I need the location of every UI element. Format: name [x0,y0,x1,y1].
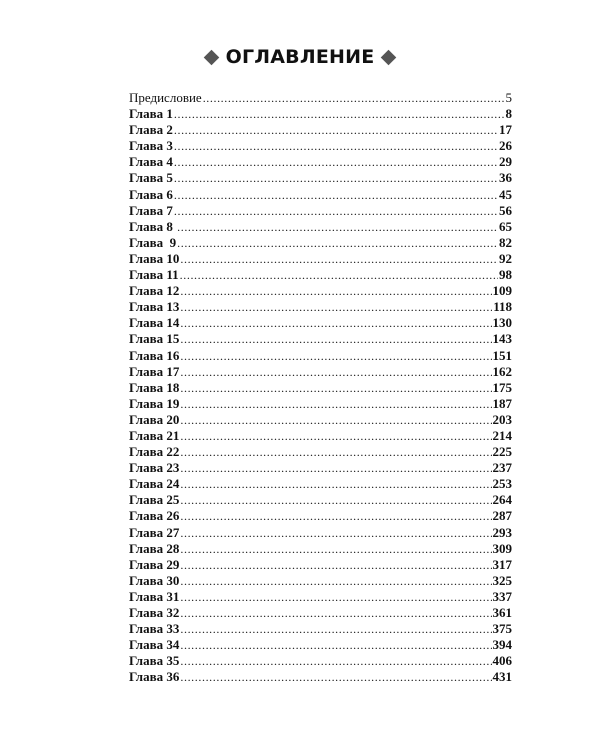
toc-entry [129,283,512,299]
toc-leader-dots [180,283,491,299]
toc-entry [129,154,512,170]
toc-entry [129,251,512,267]
toc-leader-dots [180,331,491,347]
toc-entry-page-number: 237 [492,460,512,476]
toc-entry [129,364,512,380]
toc-entry-label: Глава 4 [129,154,173,170]
toc-leader-dots [174,154,498,170]
toc-entry [129,170,512,186]
toc-leader-dots [180,525,491,541]
toc-leader-dots [174,138,498,154]
toc-entry [129,525,512,541]
toc-entry-label: Глава 8 [129,218,177,234]
toc-entry-label: Глава 21 [129,427,180,443]
toc-entry [129,348,512,364]
toc-entry [129,557,512,573]
toc-entry-page-number: 118 [493,299,512,315]
diamond-icon [381,49,397,65]
toc-entry-label: Глава 24 [129,476,180,492]
toc-leader-dots [180,637,491,653]
toc-entry-label: Глава 3 [129,138,173,154]
toc-entry-page-number: 5 [505,90,512,105]
toc-entry-label: Глава 35 [129,653,180,669]
title-row [0,44,600,70]
toc-entry-page-number: 130 [492,315,512,331]
toc-entry-page-number: 65 [499,218,512,234]
toc-entry-label: Глава 7 [129,202,173,218]
page-title: ОГЛАВЛЕНИЕ [225,46,375,68]
toc-entry-label: Глава 25 [129,492,180,508]
toc-entry-label: Глава 12 [129,283,180,299]
toc-leader-dots [180,508,491,524]
toc-entry-label: Глава 29 [129,556,180,572]
toc-leader-dots [180,251,498,267]
toc-entry [129,219,512,235]
toc-entry-page-number: 361 [492,605,512,620]
toc-entry [129,653,512,669]
toc-entry-label: Глава 2 [129,122,173,138]
toc-entry [129,396,512,412]
toc-entry-label: Глава 14 [129,315,180,331]
toc-leader-dots [180,541,491,557]
toc-leader-dots [180,428,491,444]
toc-entry-page-number: 26 [499,138,512,154]
toc-leader-dots [174,106,505,122]
toc-entry [129,106,512,122]
toc-entry-label: Глава 27 [129,524,180,540]
toc-entry [129,235,512,251]
toc-leader-dots [203,90,505,106]
toc-entry-page-number: 431 [492,669,512,685]
toc-entry-label: Глава 15 [129,331,180,347]
toc-entry-page-number: 309 [492,540,512,556]
toc-entry-page-number: 143 [492,331,512,347]
toc-entry [129,90,512,106]
toc-leader-dots [180,444,491,460]
toc-entry-label: Глава 6 [129,186,173,202]
toc-entry-label: Глава 31 [129,588,180,604]
toc-leader-dots [180,348,491,364]
toc-entry-page-number: 82 [499,234,512,250]
toc-entry [129,203,512,219]
toc-entry-page-number: 203 [492,411,512,427]
toc-entry [129,444,512,460]
toc-entry-label: Глава 13 [129,299,180,315]
toc-entry-page-number: 162 [492,363,512,379]
toc-entry-label: Глава 1 [129,106,173,122]
toc-leader-dots [180,589,491,605]
toc-entry-label: Глава 34 [129,637,180,653]
toc-leader-dots [180,460,491,476]
toc-entry [129,299,512,315]
toc-entry-page-number: 92 [499,250,512,266]
toc-entry [129,476,512,492]
toc-entry [129,412,512,428]
toc-leader-dots [180,557,491,573]
toc-entry-label: Глава 33 [129,621,180,637]
toc-leader-dots [180,364,491,380]
toc-entry-label: Глава 19 [129,395,180,411]
toc-leader-dots [177,235,498,251]
toc-entry-page-number: 406 [492,653,512,669]
toc-entry-page-number: 337 [492,588,512,604]
toc-entry-page-number: 287 [492,508,512,524]
toc-entry [129,621,512,637]
toc-entry-page-number: 214 [492,427,512,443]
toc-entry [129,508,512,524]
toc-entry-label: Глава 10 [129,250,180,266]
toc-leader-dots [180,573,491,589]
toc-entry [129,267,512,283]
toc-entry [129,589,512,605]
toc-entry-label: Глава 26 [129,508,180,524]
toc-entry-label: Глава 30 [129,572,180,588]
toc-leader-dots [180,299,492,315]
toc-entry-page-number: 56 [499,202,512,218]
toc-entry [129,460,512,476]
toc-entry [129,315,512,331]
toc-entry [129,492,512,508]
toc-entry-label: Глава 16 [129,347,180,363]
toc-entry-page-number: 394 [492,637,512,653]
toc-leader-dots [180,267,498,283]
toc-entry-page-number: 151 [492,347,512,363]
toc-entry-label: Глава 28 [129,540,180,556]
toc-entry-page-number: 225 [492,444,512,460]
toc-leader-dots [180,315,491,331]
toc-leader-dots [180,396,491,412]
toc-leader-dots [180,380,491,396]
toc-entry-label: Глава 36 [129,669,180,685]
toc-leader-dots [180,621,491,637]
toc-entry [129,187,512,203]
toc-entry-label: Глава 18 [129,379,180,395]
toc-entry-label: Глава 9 [129,234,177,250]
toc-leader-dots [180,476,491,492]
toc-entry-page-number: 253 [492,476,512,492]
toc-entry [129,541,512,557]
toc-leader-dots [180,412,491,428]
toc-entry-page-number: 29 [499,154,512,170]
toc-entry-page-number: 36 [499,170,512,186]
toc-leader-dots [174,170,498,186]
table-of-contents [129,90,512,685]
toc-entry-page-number: 264 [492,492,512,508]
toc-entry [129,428,512,444]
toc-entry [129,605,512,621]
toc-leader-dots [174,203,498,219]
toc-entry [129,573,512,589]
toc-entry-label: Предисловие [129,90,202,105]
toc-leader-dots [180,669,491,685]
toc-entry [129,122,512,138]
toc-entry-label: Глава 20 [129,411,180,427]
toc-entry-page-number: 187 [492,395,512,411]
toc-entry-label: Глава 23 [129,460,180,476]
toc-entry-page-number: 317 [492,556,512,572]
toc-entry-page-number: 325 [492,572,512,588]
toc-leader-dots [177,219,498,235]
toc-entry [129,138,512,154]
toc-leader-dots [180,492,491,508]
toc-entry [129,380,512,396]
toc-entry-page-number: 8 [505,106,512,122]
toc-entry [129,669,512,685]
toc-entry [129,331,512,347]
toc-entry-label: Глава 32 [129,605,180,620]
toc-entry-page-number: 109 [492,283,512,299]
toc-entry-page-number: 17 [499,122,512,138]
toc-leader-dots [174,122,498,138]
toc-entry-label: Глава 22 [129,444,180,460]
toc-entry-label: Глава 11 [129,267,179,283]
toc-entry-label: Глава 17 [129,363,180,379]
toc-entry [129,637,512,653]
diamond-icon [203,49,219,65]
toc-entry-page-number: 45 [499,186,512,202]
toc-entry-label: Глава 5 [129,170,173,186]
toc-leader-dots [174,187,498,203]
toc-entry-page-number: 375 [492,621,512,637]
toc-entry-page-number: 175 [492,379,512,395]
toc-entry-page-number: 98 [499,267,512,283]
toc-leader-dots [180,605,491,621]
toc-leader-dots [180,653,491,669]
toc-entry-page-number: 293 [492,524,512,540]
